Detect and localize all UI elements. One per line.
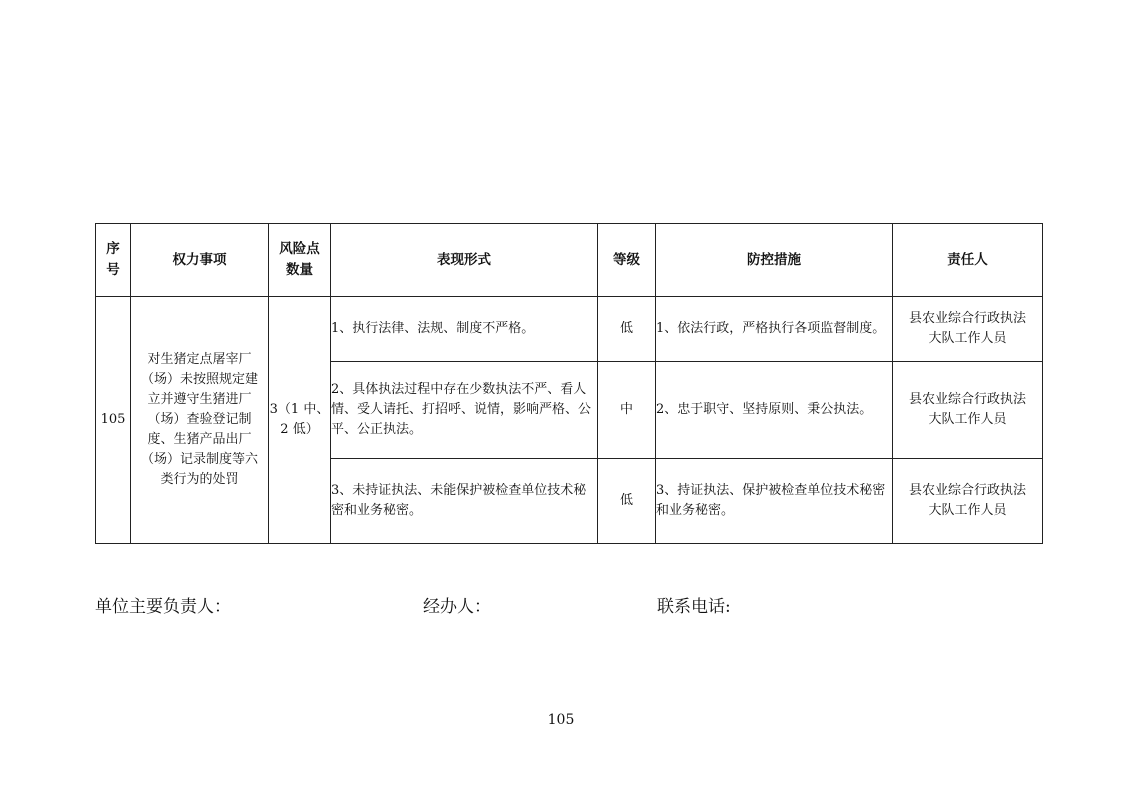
measure-cell: 2、忠于职守、坚持原则、秉公执法。 xyxy=(656,362,893,459)
header-seq: 序 号 xyxy=(96,224,131,297)
seq-cell: 105 xyxy=(96,297,131,544)
level-cell: 低 xyxy=(598,297,656,362)
page-number: 105 xyxy=(547,712,575,728)
header-risk-count: 风险点 数量 xyxy=(269,224,331,297)
header-item: 权力事项 xyxy=(131,224,269,297)
responsible-cell: 县农业综合行政执法 大队工作人员 xyxy=(893,362,1043,459)
risk-count-cell: 3（1 中、 2 低） xyxy=(269,297,331,544)
risk-table xyxy=(95,223,1043,544)
table-row xyxy=(96,297,1043,362)
responsible-cell: 县农业综合行政执法 大队工作人员 xyxy=(893,459,1043,544)
handler-label: 经办人： xyxy=(423,597,491,617)
header-level: 等级 xyxy=(598,224,656,297)
power-item-cell: 对生猪定点屠宰厂 （场）未按照规定建 立并遵守生猪进厂 （场）查验登记制 度、生猪产品出厂 （场）记录制度等六 类行为的处罚 xyxy=(131,297,269,544)
header-measures: 防控措施 xyxy=(656,224,893,297)
header-responsible: 责任人 xyxy=(893,224,1043,297)
form-cell: 1、执行法律、法规、制度不严格。 xyxy=(331,297,598,362)
measure-cell: 3、持证执法、保护被检查单位技术秘密和业务秘密。 xyxy=(656,459,893,544)
responsible-cell: 县农业综合行政执法 大队工作人员 xyxy=(893,297,1043,362)
unit-head-label: 单位主要负责人： xyxy=(95,597,231,617)
header-form: 表现形式 xyxy=(331,224,598,297)
level-cell: 低 xyxy=(598,459,656,544)
level-cell: 中 xyxy=(598,362,656,459)
measure-cell: 1、依法行政，严格执行各项监督制度。 xyxy=(656,297,893,362)
phone-label: 联系电话: xyxy=(657,597,731,617)
form-cell: 3、未持证执法、未能保护被检查单位技术秘密和业务秘密。 xyxy=(331,459,598,544)
form-cell: 2、具体执法过程中存在少数执法不严、看人情、受人请托、打招呼、说情，影响严格、公平、公正执法。 xyxy=(331,362,598,459)
header-row xyxy=(96,224,1043,297)
